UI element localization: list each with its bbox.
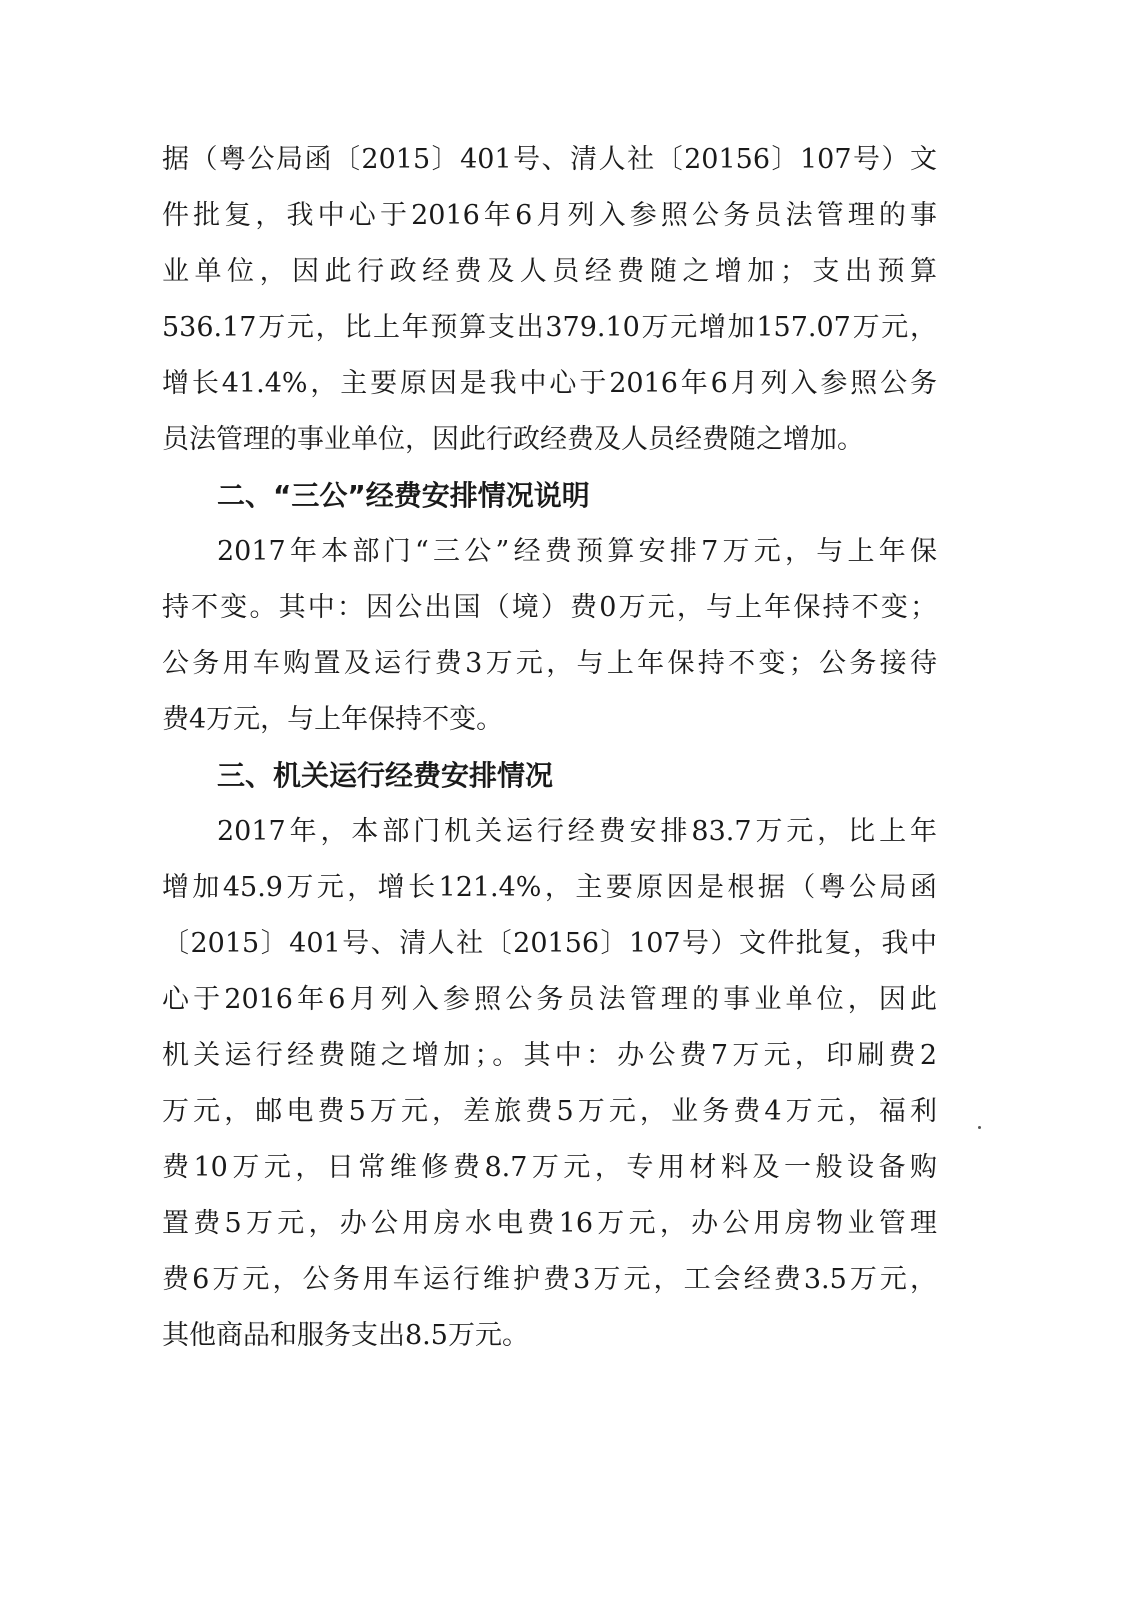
paragraph-line: 件批复，我中心于2016年6月列入参照公务员法管理的事 — [162, 200, 937, 231]
paragraph-line: 费4万元，与上年保持不变。 — [162, 704, 504, 735]
paragraph-line: 增长41.4%，主要原因是我中心于2016年6月列入参照公务 — [162, 368, 937, 399]
paragraph-line: 业单位，因此行政经费及人员经费随之增加；支出预算 — [162, 256, 937, 287]
paragraph-line: 2017年，本部门机关运行经费安排83.7万元，比上年 — [217, 816, 937, 847]
paragraph-line: 持不变。其中：因公出国（境）费0万元，与上年保持不变； — [162, 592, 937, 623]
paragraph-line: 公务用车购置及运行费3万元，与上年保持不变；公务接待 — [162, 648, 937, 679]
paragraph-line: 536.17万元，比上年预算支出379.10万元增加157.07万元， — [162, 312, 937, 343]
paragraph-line: 心于2016年6月列入参照公务员法管理的事业单位，因此 — [162, 984, 937, 1015]
paragraph-line: 万元，邮电费5万元，差旅费5万元，业务费4万元，福利 — [162, 1096, 937, 1127]
section-heading-operating-funds: 三、机关运行经费安排情况 — [217, 759, 554, 792]
scan-speck — [978, 1126, 981, 1129]
paragraph-line: 费6万元，公务用车运行维护费3万元，工会经费3.5万元， — [162, 1264, 937, 1295]
paragraph-line: 2017年本部门“三公”经费预算安排7万元，与上年保 — [217, 536, 937, 567]
section-heading-sangong: 二、“三公”经费安排情况说明 — [217, 479, 590, 512]
paragraph-line: 机关运行经费随之增加；。其中：办公费7万元，印刷费2 — [162, 1040, 937, 1071]
paragraph-line: 增加45.9万元，增长121.4%，主要原因是根据（粤公局函 — [162, 872, 937, 903]
paragraph-line: 〔2015〕401号、清人社〔20156〕107号）文件批复，我中 — [162, 928, 937, 959]
paragraph-line: 员法管理的事业单位，因此行政经费及人员经费随之增加。 — [162, 424, 864, 455]
paragraph-line: 费10万元，日常维修费8.7万元，专用材料及一般设备购 — [162, 1152, 937, 1183]
paragraph-line: 据（粤公局函〔2015〕401号、清人社〔20156〕107号）文 — [162, 144, 937, 175]
paragraph-line: 置费5万元，办公用房水电费16万元，办公用房物业管理 — [162, 1208, 937, 1239]
paragraph-line: 其他商品和服务支出8.5万元。 — [162, 1320, 529, 1351]
